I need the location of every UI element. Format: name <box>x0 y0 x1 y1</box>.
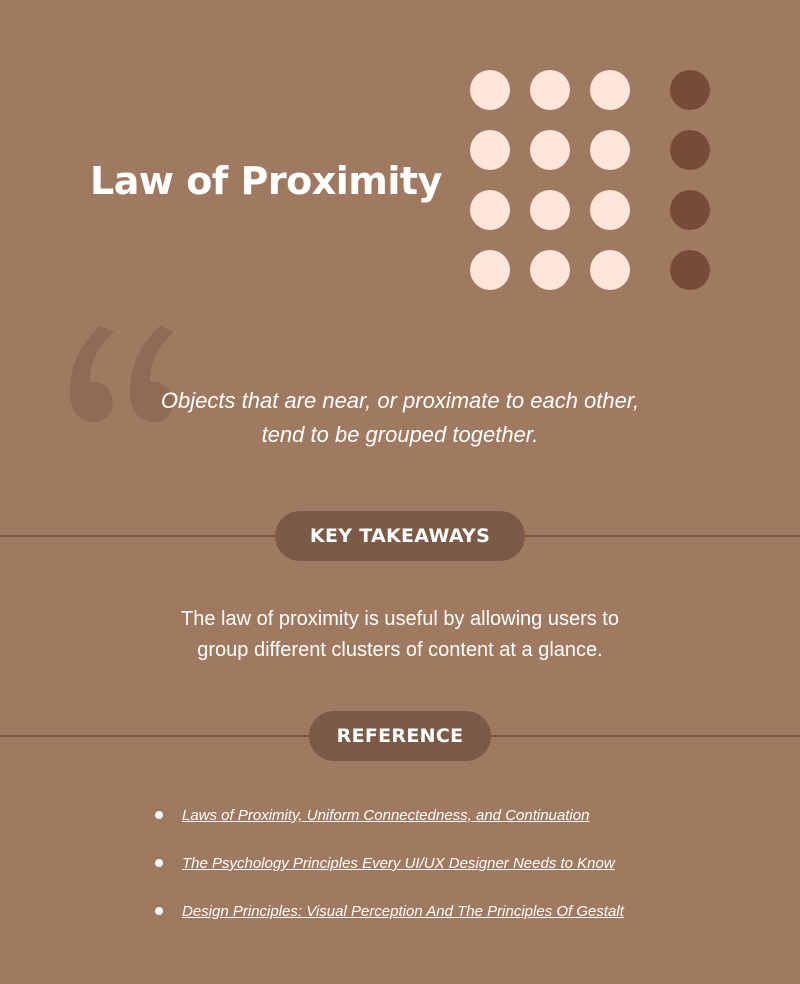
list-item <box>150 848 750 896</box>
takeaways-line-2: group different clusters of content at a glance. <box>197 639 603 661</box>
bullet-icon <box>155 907 163 915</box>
reference-link[interactable]: Laws of Proximity, Uniform Connectedness, and Continuation <box>182 807 590 824</box>
takeaways-text <box>100 604 700 666</box>
takeaways-line-1: The law of proximity is useful by allowing users to <box>181 608 619 630</box>
reference-link[interactable]: Design Principles: Visual Perception And The Principles Of Gestalt <box>182 903 624 920</box>
quote-line-2: tend to be grouped together. <box>261 422 539 447</box>
dark-dot <box>670 250 710 290</box>
light-dot <box>530 250 570 290</box>
bullet-icon <box>155 859 163 867</box>
light-dot <box>590 130 630 170</box>
light-dot <box>530 130 570 170</box>
dark-dot <box>670 70 710 110</box>
light-dot <box>530 70 570 110</box>
dark-dot <box>670 130 710 170</box>
quote-line-1: Objects that are near, or proximate to each other, <box>160 388 640 413</box>
light-dot <box>590 190 630 230</box>
page-title: Law of Proximity <box>90 159 442 203</box>
light-dot <box>590 70 630 110</box>
light-dot <box>470 190 510 230</box>
key-takeaways-badge: KEY TAKEAWAYS <box>275 511 525 561</box>
reference-list <box>150 800 750 944</box>
reference-badge: REFERENCE <box>309 711 491 761</box>
proximity-dot-illustration <box>470 70 710 290</box>
light-dot <box>590 250 630 290</box>
list-item <box>150 896 750 944</box>
light-dot <box>470 130 510 170</box>
bullet-icon <box>155 811 163 819</box>
dark-dot <box>670 190 710 230</box>
light-dot <box>470 250 510 290</box>
light-dot <box>530 190 570 230</box>
quote-text <box>100 384 700 452</box>
list-item <box>150 800 750 848</box>
reference-link[interactable]: The Psychology Principles Every UI/UX Designer Needs to Know <box>182 855 615 872</box>
light-dot <box>470 70 510 110</box>
